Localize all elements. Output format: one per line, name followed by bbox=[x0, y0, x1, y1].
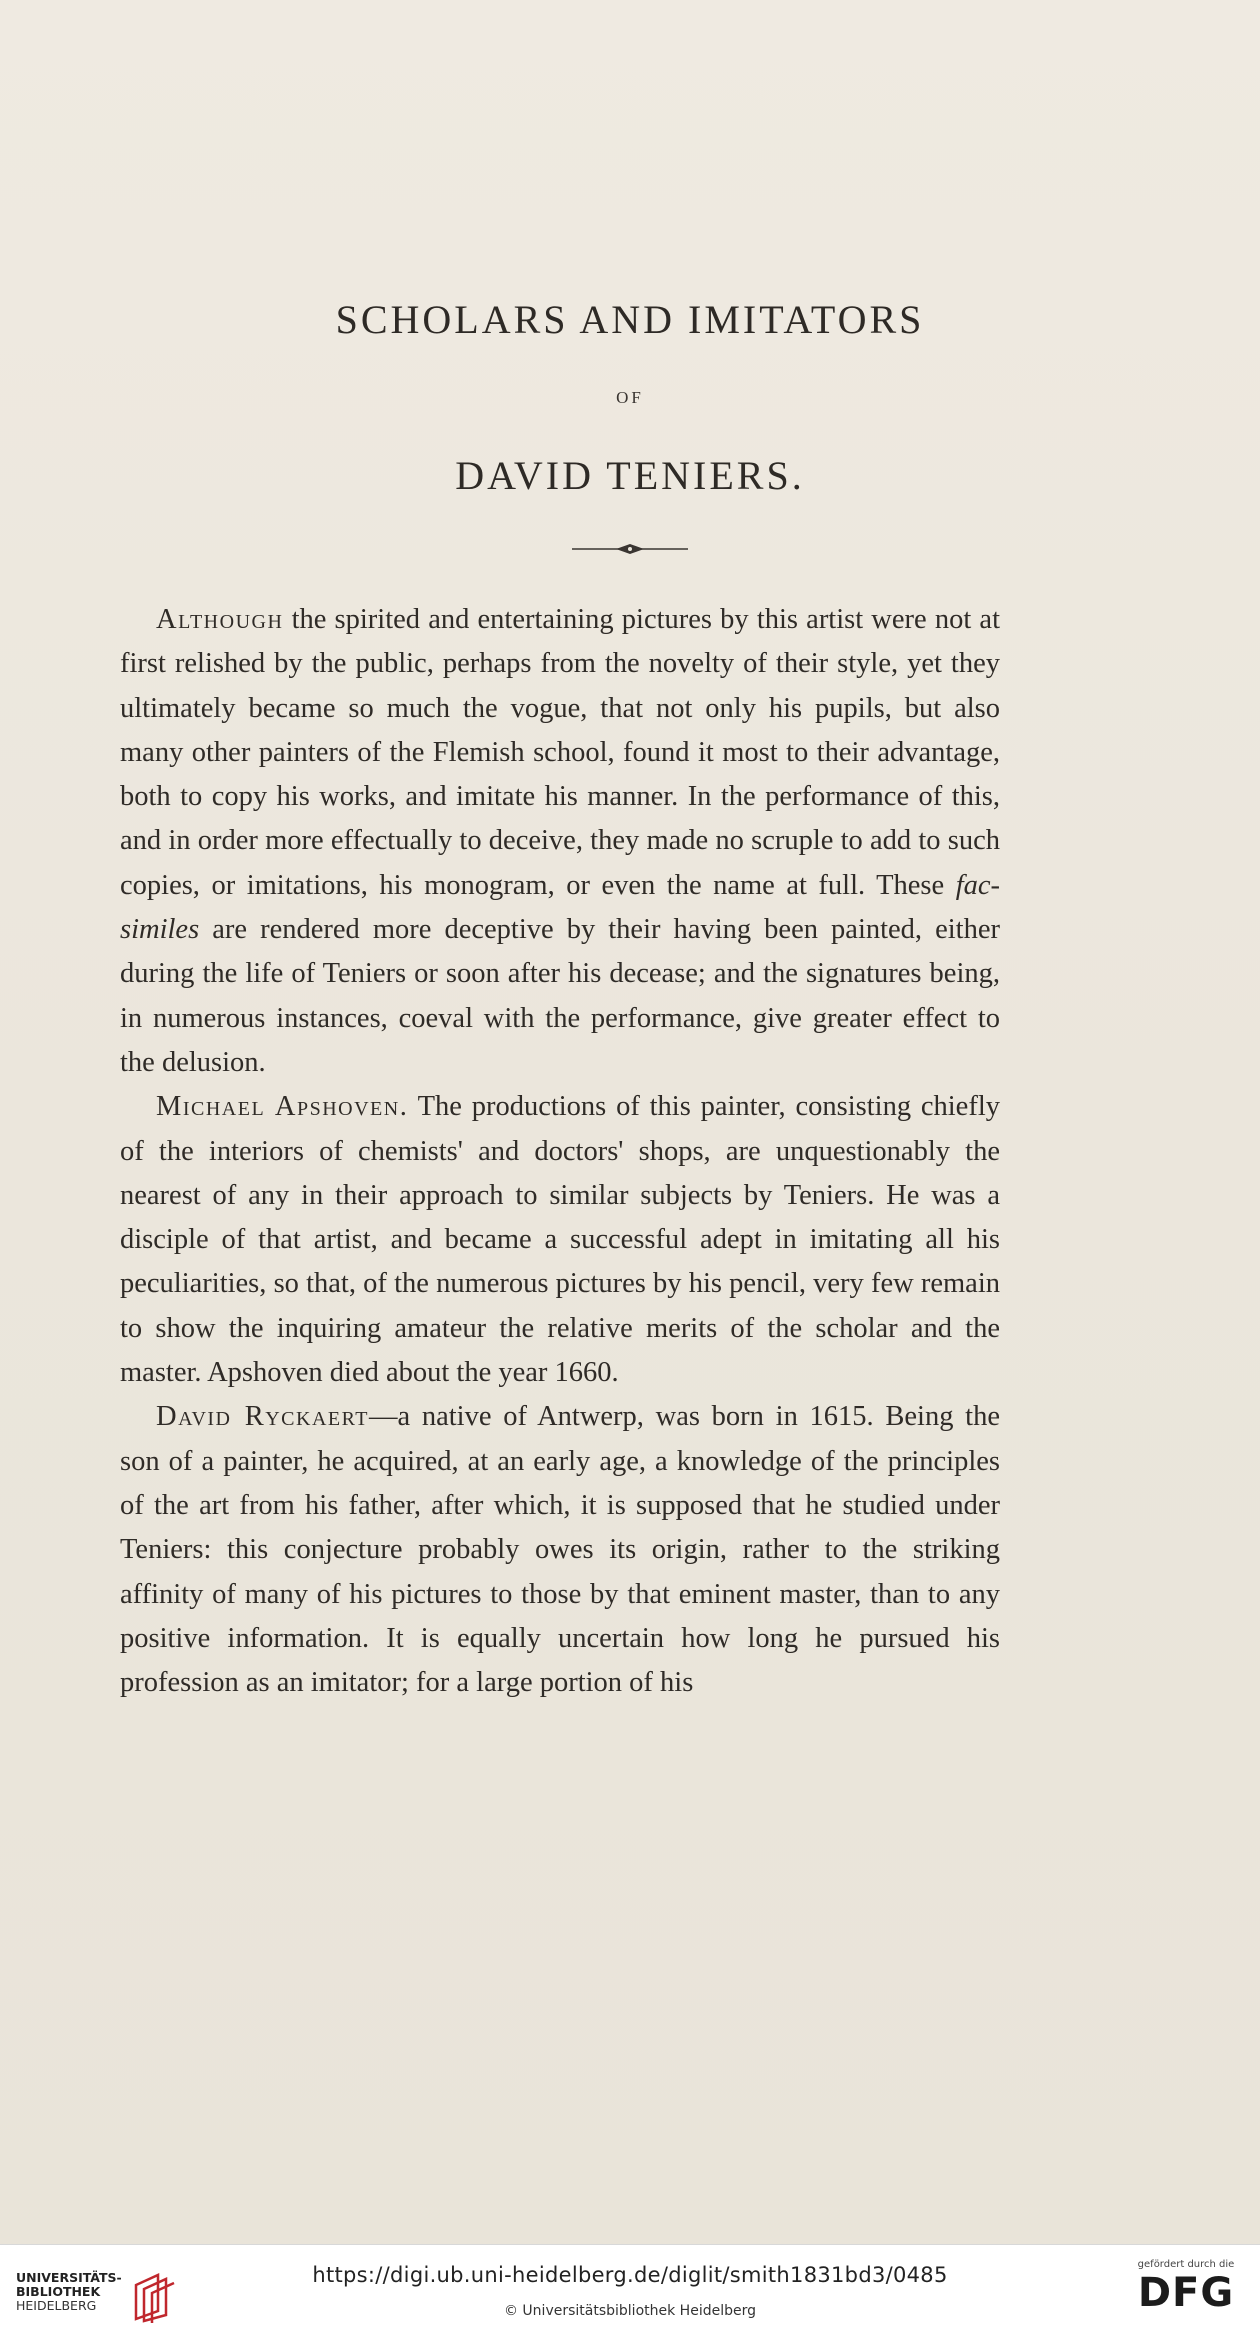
paragraph-text: the spirited and entertaining pictures by this artist were not at first relished by the public, perhaps from the novelty of their style, yet they ultimately became so much the vogue, that not only his pupils, but also many other painters of the Flemish school, found it most to their advantage, both to copy his works, and imitate his manner. In the performance of this, and in order more effectually to deceive, they made no scruple to add to such copies, or imitations, his monogram, or even the name at full. These bbox=[120, 604, 1000, 901]
paragraph-text: are rendered more deceptive by their having been painted, either during the life of Teniers or soon after his decease; and the signatures being, in numerous instances, coeval with the performance, give greater effect to the delusion. bbox=[120, 914, 1000, 1078]
ornament-divider bbox=[0, 542, 1260, 556]
page-title-of: OF bbox=[616, 388, 644, 407]
paragraph-apshoven bbox=[120, 1085, 1000, 1395]
paragraph-text: —a native of Antwerp, was born in 1615. Being the son of a painter, he acquired, at an early age, a knowledge of the principles of the art from his father, after which, it is supposed that he studied under Teniers: this conjecture probably owes its origin, rather to the striking affinity of many of his pictures to those by that eminent master, than to any positive information. It is equally uncertain how long he pursued his profession as an imitator; for a large portion of his bbox=[120, 1401, 1000, 1699]
library-name-line2: BIBLIOTHEK bbox=[16, 2284, 101, 2299]
viewer-footer bbox=[0, 2244, 1260, 2337]
page-title-line2: DAVID TENIERS. bbox=[455, 453, 805, 498]
dfg-caption: gefördert durch die bbox=[1137, 2259, 1235, 2270]
paragraph-text: The productions of this painter, consisting chiefly of the interiors of chemists' and doctors' shops, are unquestionably the nearest of any in their approach to similar subjects by Teniers. He was a disciple of that artist, and became a successful adept in imitating all his peculiarities, so that, of the numerous pictures by his pencil, very few remain to show the inquiring amateur the relative merits of the scholar and the master. Apshoven died about the year 1660. bbox=[120, 1091, 1000, 1389]
copyright-notice: © Universitätsbibliothek Heidelberg bbox=[503, 2303, 756, 2319]
library-name-line3: HEIDELBERG bbox=[16, 2298, 97, 2313]
body-text bbox=[120, 598, 1000, 1705]
paragraph-lead: David Ryckaert bbox=[156, 1401, 369, 1433]
paragraph-lead: Michael Apshoven. bbox=[156, 1091, 409, 1123]
library-name-line1: UNIVERSITÄTS- bbox=[16, 2270, 122, 2285]
dfg-logo[interactable] bbox=[1122, 2259, 1250, 2316]
paragraph-introduction bbox=[120, 598, 1000, 1085]
italic-term: fac-similes bbox=[120, 869, 1000, 946]
paragraph-lead: Although bbox=[156, 604, 284, 635]
page-title-line1: SCHOLARS AND IMITATORS bbox=[335, 297, 925, 342]
page-url-link[interactable]: https://digi.ub.uni-heidelberg.de/diglit/smith1831bd3/0485 bbox=[312, 2263, 948, 2287]
dfg-wordmark: DFG bbox=[1137, 2270, 1235, 2316]
paragraph-ryckaert bbox=[120, 1395, 1000, 1705]
